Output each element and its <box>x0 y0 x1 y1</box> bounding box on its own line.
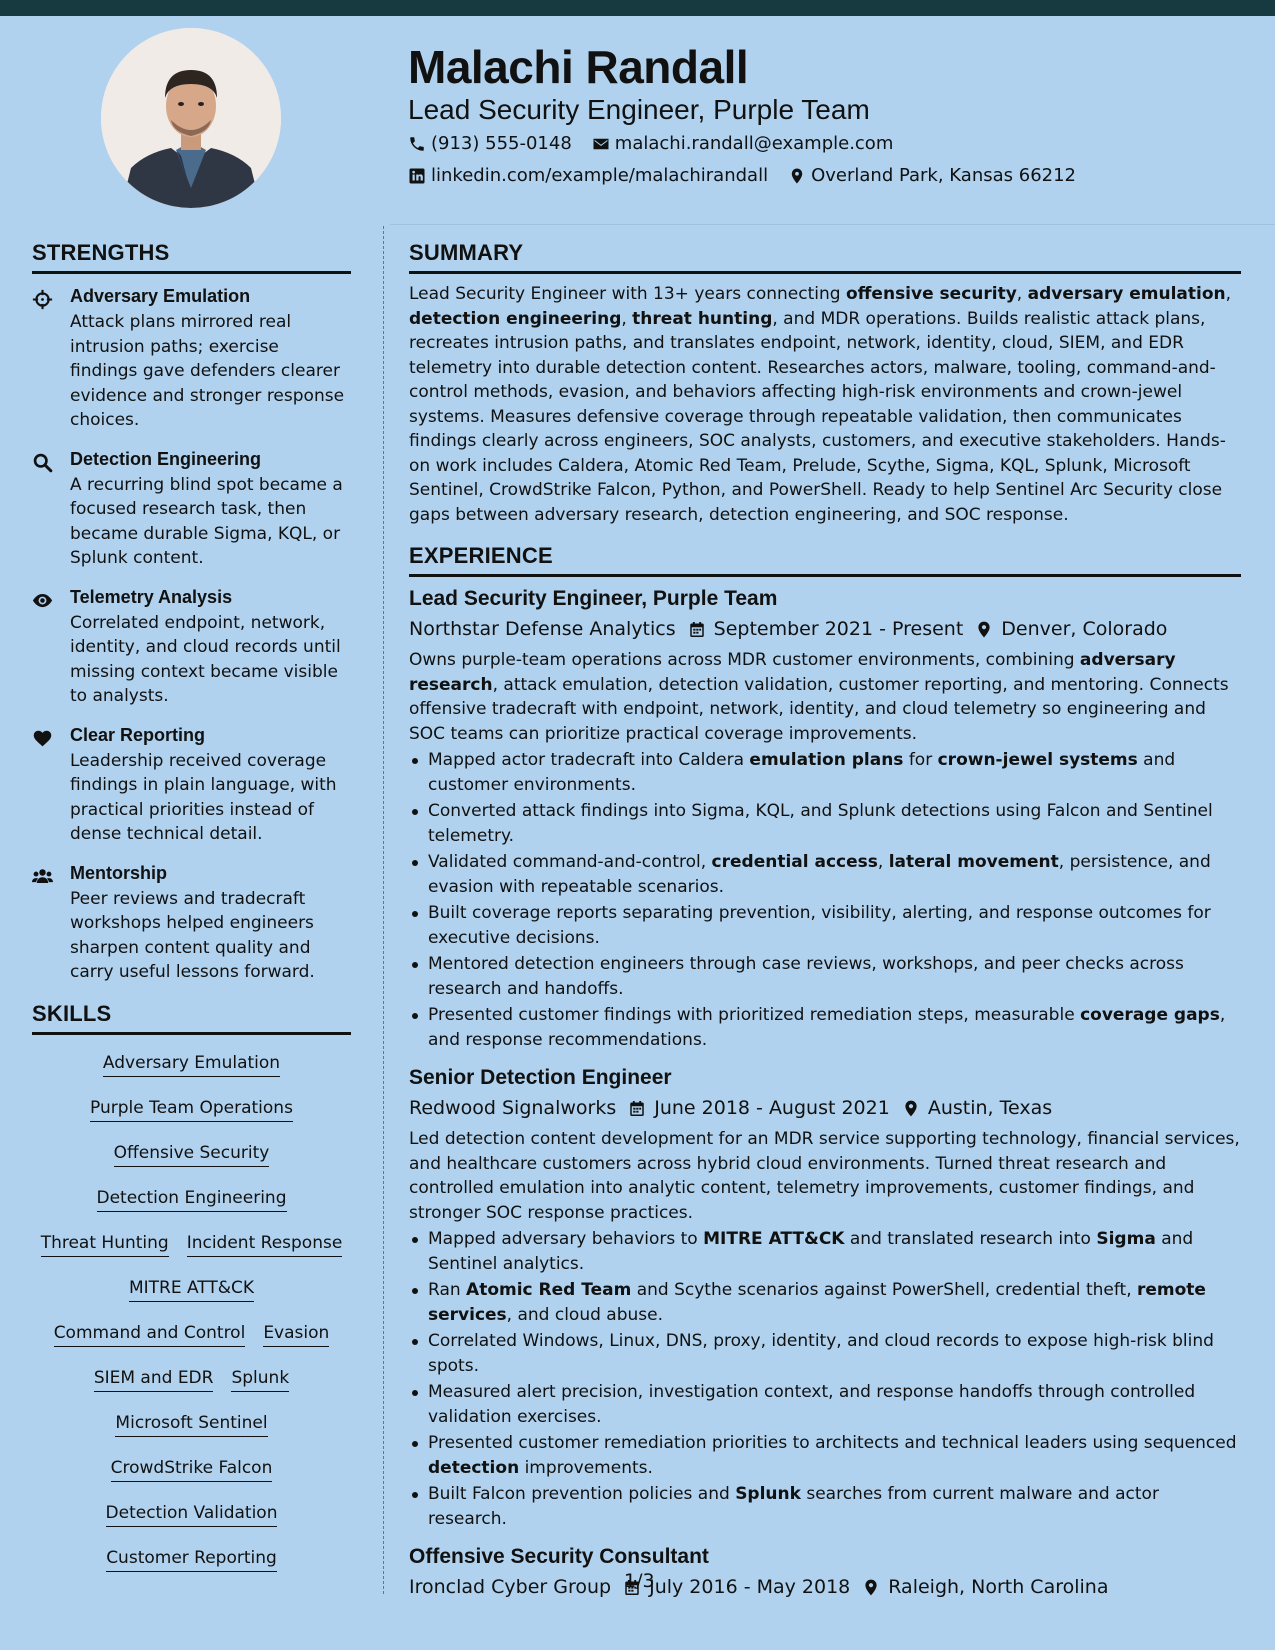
job-meta <box>409 1097 1241 1119</box>
experience-list <box>409 587 1241 1598</box>
skill-row <box>32 1495 351 1540</box>
skill-tag: Customer Reporting <box>106 1548 277 1572</box>
skill-row <box>32 1540 351 1585</box>
strengths-list <box>32 286 351 985</box>
bullet-item: Mentored detection engineers through case reviews, workshops, and peer checks across research and handoffs. <box>409 952 1241 1001</box>
job-meta <box>409 1576 1241 1598</box>
job-entry <box>409 1066 1241 1531</box>
strength-item <box>32 587 351 709</box>
bullet-item: Mapped adversary behaviors to MITRE ATT&CK and translated research into Sigma and Sentinel analytics. <box>409 1227 1241 1276</box>
job-location <box>862 1576 1108 1598</box>
bold-keyword: emulation plans <box>749 750 904 770</box>
bullet-item: Ran Atomic Red Team and Scythe scenarios against PowerShell, credential theft, remote services, and cloud abuse. <box>409 1278 1241 1327</box>
job-location <box>902 1097 1052 1119</box>
crosshair-icon <box>32 289 53 310</box>
strength-desc: Leadership received coverage findings in plain language, with practical priorities instead of dense technical detail. <box>70 750 337 844</box>
linkedin-icon <box>408 167 426 185</box>
skill-tag: Adversary Emulation <box>103 1053 280 1077</box>
skill-row <box>32 1135 351 1180</box>
job-location-text: Denver, Colorado <box>1001 618 1168 640</box>
skill-tag: Threat Hunting <box>41 1233 169 1257</box>
phone-icon <box>408 135 426 153</box>
job-dates <box>628 1097 890 1119</box>
job-dates <box>688 618 964 640</box>
heart-icon <box>32 728 53 749</box>
skill-tag: SIEM and EDR <box>94 1368 214 1392</box>
bullet-item: Built coverage reports separating prevention, visibility, alerting, and response outcomes for executive decisions. <box>409 901 1241 950</box>
job-title: Senior Detection Engineer <box>409 1066 672 1089</box>
bullet-item: Presented customer remediation priorities to architects and technical leaders using sequenced detection improvements. <box>409 1431 1241 1480</box>
map-pin-icon <box>788 167 806 185</box>
candidate-name: Malachi Randall <box>408 41 749 93</box>
strength-desc: Attack plans mirrored real intrusion paths; exercise findings gave defenders clearer evidence and stronger response choices. <box>70 312 345 430</box>
skill-row <box>32 1270 351 1315</box>
email-text: malachi.randall@example.com <box>614 133 894 154</box>
eye-icon <box>32 590 53 611</box>
bold-keyword: credential access <box>711 852 878 872</box>
bold-keyword: offensive security <box>845 284 1017 304</box>
skill-row <box>32 1090 351 1135</box>
job-company: Redwood Signalworks <box>409 1097 617 1119</box>
bullet-item: Measured alert precision, investigation context, and response handoffs through controlled validation exercises. <box>409 1380 1241 1429</box>
bold-keyword: coverage gaps <box>1080 1005 1220 1025</box>
strength-item <box>32 725 351 847</box>
map-pin-icon <box>902 1099 920 1118</box>
phone-contact <box>408 133 572 154</box>
bold-keyword: Sigma <box>1096 1229 1156 1249</box>
job-title: Offensive Security Consultant <box>409 1545 709 1568</box>
bullet-item: Built Falcon prevention policies and Splunk searches from current malware and actor research. <box>409 1482 1241 1531</box>
right-column <box>409 240 1241 1606</box>
email-contact[interactable] <box>592 133 894 154</box>
header-divider <box>390 224 1275 225</box>
skill-row <box>32 1450 351 1495</box>
map-pin-icon <box>862 1578 880 1597</box>
skill-tag: MITRE ATT&CK <box>129 1278 254 1302</box>
job-location-text: Raleigh, North Carolina <box>888 1576 1109 1598</box>
bold-keyword: Atomic Red Team <box>466 1280 632 1300</box>
linkedin-text: linkedin.com/example/malachirandall <box>431 165 769 186</box>
skill-row <box>32 1225 351 1270</box>
job-company: Northstar Defense Analytics <box>409 618 676 640</box>
calendar-icon <box>688 620 706 639</box>
strength-desc: Correlated endpoint, network, identity, and cloud records until missing context became visible to analysts. <box>70 612 341 706</box>
bold-keyword: adversary research <box>409 650 1176 695</box>
job-dates-text: June 2018 - August 2021 <box>654 1097 890 1119</box>
summary-text: Lead Security Engineer with 13+ years connecting offensive security, adversary emulation, detection engineering, threat hunting, and MDR operations. Builds realistic attack plans, recreates intrusion paths, and translates endpoint, network, identity, cloud, SIEM, and EDR telemetry into durable detection content. Researches actors, malware, tooling, command-and-control methods, evasion, and behaviors affecting high-risk environments and crown-jewel systems. Measures defensive coverage through repeatable validation, then communicates findings clearly across engineers, SOC analysts, customers, and executive stakeholders. Hands-on work includes Caldera, Atomic Red Team, Prelude, Scythe, Sigma, KQL, Splunk, Microsoft Sentinel, CrowdStrike Falcon, Python, and PowerShell. Ready to help Sentinel Arc Security close gaps between adversary research, detection engineering, and SOC response. <box>409 284 1232 525</box>
bold-keyword: lateral movement <box>888 852 1059 872</box>
top-bar <box>0 0 1275 16</box>
skill-tag: Offensive Security <box>114 1143 270 1167</box>
job-dates-text: July 2016 - May 2018 <box>649 1576 851 1598</box>
job-company: Ironclad Cyber Group <box>409 1576 612 1598</box>
job-entry <box>409 587 1241 1052</box>
page-number: 1/3 <box>624 1570 655 1592</box>
linkedin-contact[interactable] <box>408 165 768 186</box>
skill-row <box>32 1180 351 1225</box>
users-icon <box>32 866 53 887</box>
strength-item <box>32 449 351 571</box>
calendar-icon <box>628 1099 646 1118</box>
bold-keyword: crown-jewel systems <box>937 750 1138 770</box>
summary-heading: SUMMARY <box>409 240 1241 274</box>
bullet-item: Presented customer findings with prioritized remediation steps, measurable coverage gaps, and response recommendations. <box>409 1003 1241 1052</box>
contact-row-1 <box>408 133 893 154</box>
skill-tag: Detection Validation <box>106 1503 278 1527</box>
bold-keyword: remote services <box>428 1280 1206 1325</box>
contact-row-2 <box>408 165 1076 186</box>
bold-keyword: MITRE ATT&CK <box>703 1229 845 1249</box>
skill-tag: CrowdStrike Falcon <box>111 1458 273 1482</box>
job-location-text: Austin, Texas <box>927 1097 1053 1119</box>
skill-tag: Command and Control <box>54 1323 246 1347</box>
skill-tag: Incident Response <box>187 1233 343 1257</box>
strength-name: Clear Reporting <box>70 724 206 745</box>
job-dates-text: September 2021 - Present <box>713 618 964 640</box>
profile-photo <box>101 28 281 208</box>
skill-tag: Microsoft Sentinel <box>115 1413 267 1437</box>
strength-name: Telemetry Analysis <box>70 586 233 607</box>
job-description: Owns purple-team operations across MDR customer environments, combining adversary research, attack emulation, detection validation, customer reporting, and mentoring. Connects offensive tradecraft with endpoint, network, identity, and cloud telemetry so engineering and SOC teams can prioritize practical coverage improvements. <box>409 650 1229 744</box>
envelope-icon <box>592 135 610 153</box>
left-column <box>32 240 351 1585</box>
job-title: Lead Security Engineer, Purple Team <box>409 587 778 610</box>
job-location <box>975 618 1167 640</box>
job-bullets <box>409 1227 1241 1531</box>
bold-keyword: threat hunting <box>632 308 773 329</box>
skill-row <box>32 1405 351 1450</box>
skills-list <box>32 1045 351 1585</box>
strength-desc: A recurring blind spot became a focused research task, then became durable Sigma, KQL, or Splunk content. <box>70 474 343 568</box>
skill-row <box>32 1045 351 1090</box>
location-contact <box>788 165 1076 186</box>
strength-name: Adversary Emulation <box>70 286 251 306</box>
experience-heading: EXPERIENCE <box>409 543 1241 577</box>
skill-tag: Purple Team Operations <box>90 1098 293 1122</box>
strength-desc: Peer reviews and tradecraft workshops helped engineers sharpen content quality and carry useful lessons forward. <box>70 888 315 982</box>
location-text: Overland Park, Kansas 66212 <box>811 165 1076 186</box>
bullet-item: Converted attack findings into Sigma, KQL, and Splunk detections using Falcon and Sentinel telemetry. <box>409 799 1241 848</box>
job-dates <box>623 1576 850 1598</box>
column-divider <box>383 226 384 1594</box>
bold-keyword: detection engineering <box>409 308 622 329</box>
skill-row <box>32 1360 351 1405</box>
strength-item <box>32 863 351 985</box>
job-entry <box>409 1545 1241 1598</box>
bullet-item: Validated command-and-control, credential access, lateral movement, persistence, and evasion with repeatable scenarios. <box>409 850 1241 899</box>
phone-text: (913) 555-0148 <box>431 133 572 154</box>
candidate-title: Lead Security Engineer, Purple Team <box>408 94 870 125</box>
strength-name: Mentorship <box>70 862 167 883</box>
skill-tag: Splunk <box>231 1368 289 1392</box>
bold-keyword: Splunk <box>735 1484 801 1504</box>
search-icon <box>32 452 53 473</box>
bold-keyword: adversary emulation <box>1027 284 1226 304</box>
bullet-item: Mapped actor tradecraft into Caldera emulation plans for crown-jewel systems and customer environments. <box>409 748 1241 797</box>
map-pin-icon <box>975 620 993 639</box>
strengths-heading: STRENGTHS <box>32 240 351 274</box>
bold-keyword: detection <box>428 1457 520 1478</box>
job-bullets <box>409 748 1241 1052</box>
skill-row <box>32 1315 351 1360</box>
skill-tag: Evasion <box>263 1323 329 1347</box>
skill-tag: Detection Engineering <box>97 1188 287 1212</box>
skills-heading: SKILLS <box>32 1001 351 1035</box>
job-description: Led detection content development for an MDR service supporting technology, financial services, and healthcare customers across hybrid cloud environments. Turned threat research and controlled emulation into analytic content, telemetry improvements, customer findings, and stronger SOC response practices. <box>409 1129 1240 1223</box>
strength-item <box>32 286 351 433</box>
bullet-item: Correlated Windows, Linux, DNS, proxy, identity, and cloud records to expose high-risk blind spots. <box>409 1329 1241 1378</box>
job-meta <box>409 618 1241 640</box>
strength-name: Detection Engineering <box>70 448 262 469</box>
